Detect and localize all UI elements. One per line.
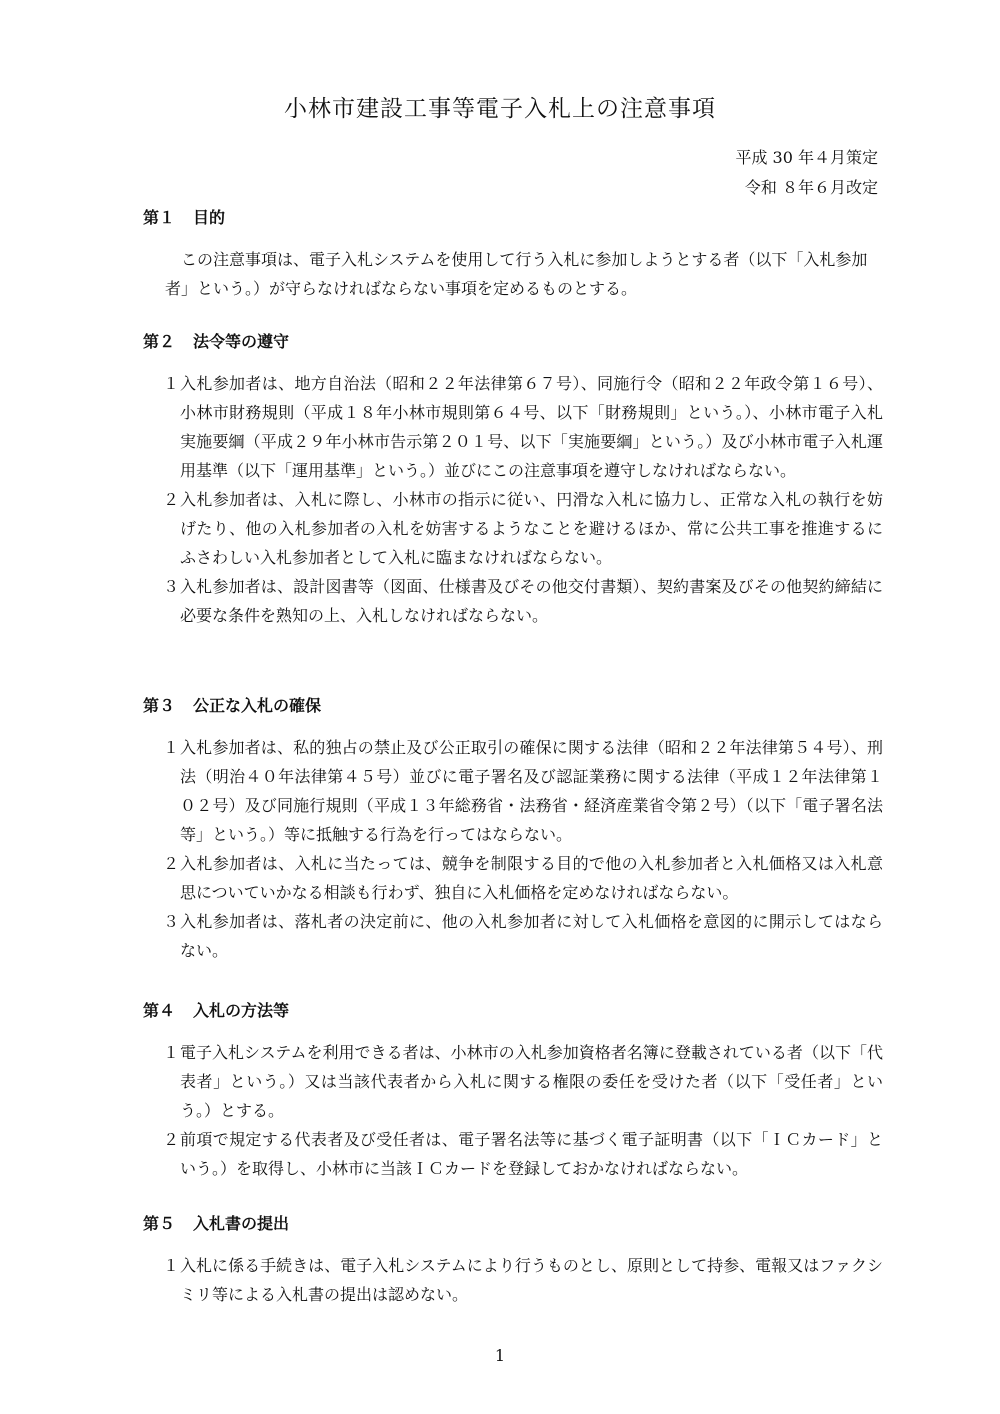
document-title: 小林市建設工事等電子入札上の注意事項: [284, 96, 716, 122]
revised-date: 令和 ８年６月改定: [744, 178, 878, 197]
section-text: この注意事項は、電子入札システムを使用して行う入札に参加しようとする者（以下「入札参加者」という。）が守らなければならない事項を定めるものとする。: [165, 250, 868, 298]
section-number: 第５: [143, 1214, 176, 1233]
section-bidding-method: [143, 996, 883, 1183]
revision-dates: [735, 143, 878, 203]
section-number: 第１: [143, 208, 176, 227]
list-item: １ 入札参加者は、私的独占の禁止及び公正取引の確保に関する法律（昭和２２年法律第５４号）、刑法（明治４０年法律第４５号）並びに電子署名及び認証業務に関する法律（平成１２年法律第１０２号）及び同施行規則（平成１３年総務省・法務省・経済産業省令第２号）（以下「電子署名法等」という。）等に抵触する行為を行ってはならない。: [163, 738, 883, 844]
section-heading: 目的: [193, 208, 226, 227]
list-item: ３ 入札参加者は、落札者の決定前に、他の入札参加者に対して入札価格を意図的に開示してはならない。: [163, 912, 883, 960]
section-heading: 入札書の提出: [193, 1214, 290, 1233]
section-number: 第２: [143, 332, 176, 351]
list-item: ２ 入札参加者は、入札に当たっては、競争を制限する目的で他の入札参加者と入札価格又は入札意思についていかなる相談も行わず、独自に入札価格を定めなければならない。: [163, 854, 883, 902]
list-item: １ 電子入札システムを利用できる者は、小林市の入札参加資格者名簿に登載されている者（以下「代表者」という。）又は当該代表者から入札に関する権限の委任を受けた者（以下「受任者」という。）とする。: [163, 1043, 883, 1120]
section-heading: 入札の方法等: [193, 1001, 290, 1020]
section-number: 第３: [143, 696, 176, 715]
section-heading: 法令等の遵守: [193, 332, 290, 351]
page-number: 1: [494, 1346, 506, 1365]
established-date: 平成 30 年４月策定: [735, 148, 878, 167]
section-number: 第４: [143, 1001, 176, 1020]
section-compliance: [143, 327, 883, 630]
section-heading: 公正な入札の確保: [193, 696, 322, 715]
list-item: １ 入札参加者は、地方自治法（昭和２２年法律第６７号）、同施行令（昭和２２年政令第１６号）、小林市財務規則（平成１８年小林市規則第６４号、以下「財務規則」という。）、小林市電子入札実施要綱（平成２９年小林市告示第２０１号、以下「実施要綱」という。）及び小林市電子入札運用基準（以下「運用基準」という。）並びにこの注意事項を遵守しなければならない。: [163, 374, 883, 480]
list-item: ２ 入札参加者は、入札に際し、小林市の指示に従い、円滑な入札に協力し、正常な入札の執行を妨げたり、他の入札参加者の入札を妨害するようなことを避けるほか、常に公共工事を推進するにふさわしい入札参加者として入札に臨まなければならない。: [163, 490, 883, 567]
section-fair-bidding: [143, 691, 883, 965]
list-item: ３ 入札参加者は、設計図書等（図面、仕様書及びその他交付書類）、契約書案及びその他契約締結に必要な条件を熟知の上、入札しなければならない。: [163, 577, 883, 625]
list-item: ２ 前項で規定する代表者及び受任者は、電子署名法等に基づく電子証明書（以下「ＩＣカード」という。）を取得し、小林市に当該ＩＣカードを登録しておかなければならない。: [163, 1130, 883, 1178]
list-item: １ 入札に係る手続きは、電子入札システムにより行うものとし、原則として持参、電報又はファクシミリ等による入札書の提出は認めない。: [163, 1256, 883, 1304]
section-bid-submission: [143, 1209, 883, 1309]
section-purpose: [143, 203, 883, 303]
